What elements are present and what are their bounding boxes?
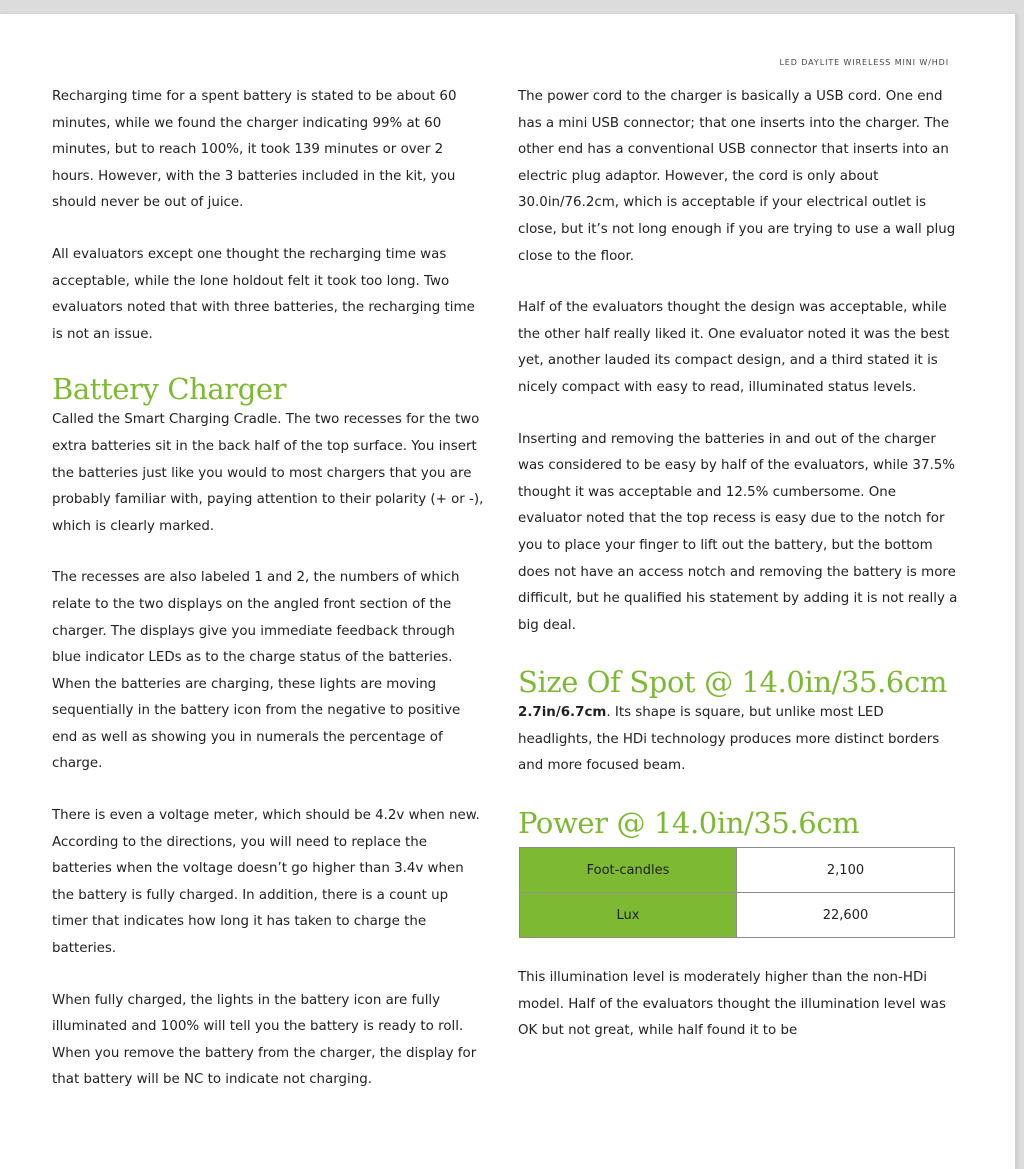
paragraph-recess-labels: The recesses are also labeled 1 and 2, the numbers of which relate to the two displays on the angled front section of the charger. The displays give you immediate feedback through blue indicator LEDs as to the charge status of the batteries. When the batteries are charging, these lights are moving sequentially in the battery icon from the negative to positive end as well as showing you in numerals the percentage of charge. [52,570,461,772]
paragraph-illumination-level: This illumination level is moderately higher than the non-HDi model. Half of the evaluators thought the illumination level was OK but not great, while half found it to be [518,970,946,1039]
paragraph-smart-charging-cradle: Called the Smart Charging Cradle. The two recesses for the two extra batteries sit in the back half of the top surface. You insert the batteries just like you would to most chargers that you are probably familiar with, paying attention to their polarity (+ or -), which is clearly marked. [52,412,484,534]
left-column [52,84,488,1119]
heading-power: Power @ 14.0in/35.6cm [518,806,860,841]
table-row [520,893,955,938]
running-header: LED DAYLITE WIRELESS MINI W/HDI [779,58,949,67]
power-label-cell: Lux [520,893,737,938]
power-table [519,847,955,938]
paragraph-power-cord: The power cord to the charger is basically a USB cord. One end has a mini USB connector; that one inserts into the charger. The other end has a conventional USB connector that inserts into an electric plug adaptor. However, the cord is only about 30.0in/76.2cm, which is acceptable if your electrical outlet is close, but it’s not long enough if you are trying to use a wall plug close to the floor. [518,89,956,264]
document-page [0,14,1016,1169]
power-label-cell: Foot-candles [520,848,737,893]
paragraph-recharging-time: Recharging time for a spent battery is stated to be about 60 minutes, while we found the charger indicating 99% at 60 minutes, but to reach 100%, it took 139 minutes or over 2 hours. However, with the 3 batteries included in the kit, you should never be out of juice. [52,89,457,211]
spot-size-value: 2.7in/6.7cm [518,705,607,721]
paragraph-inserting-removing: Inserting and removing the batteries in and out of the charger was considered to be easy by half of the evaluators, while 37.5% thought it was acceptable and 12.5% cumbersome. One evaluator noted that the top recess is easy due to the notch for you to place your finger to lift out the battery, but the bottom does not have an access notch and removing the battery is more difficult, but he qualified his statement by adding it is not really a big deal. [518,431,958,633]
power-value-cell: 2,100 [737,848,955,893]
table-row [520,848,955,893]
paragraph-voltage-meter: There is even a voltage meter, which should be 4.2v when new. According to the directions, you will need to replace the batteries when the voltage doesn’t go higher than 3.4v when the battery is fully charged. In addition, there is a count up timer that indicates how long it has taken to charge the batteries. [52,808,480,957]
heading-battery-charger: Battery Charger [52,372,287,407]
paragraph-fully-charged: When fully charged, the lights in the battery icon are fully illuminated and 100% will tell you the battery is ready to roll. When you remove the battery from the charger, the display for that battery will be NC to indicate not charging. [52,992,477,1088]
paragraph-spot-size [518,700,958,780]
paragraph-design-opinions: Half of the evaluators thought the design was acceptable, while the other half really liked it. One evaluator noted it was the best yet, another lauded its compact design, and a third stated it is nicely compact with easy to read, illuminated status levels. [518,300,950,395]
right-column [518,84,958,1070]
paragraph-evaluators-recharge: All evaluators except one thought the recharging time was acceptable, while the lone holdout felt it took too long. Two evaluators noted that with three batteries, the recharging time is not an issue. [52,246,475,342]
spot-size-description: . Its shape is square, but unlike most LED headlights, the HDi technology produces more distinct borders and more focused beam. [518,705,940,774]
heading-size-of-spot: Size Of Spot @ 14.0in/35.6cm [518,665,947,700]
power-value-cell: 22,600 [737,893,955,938]
